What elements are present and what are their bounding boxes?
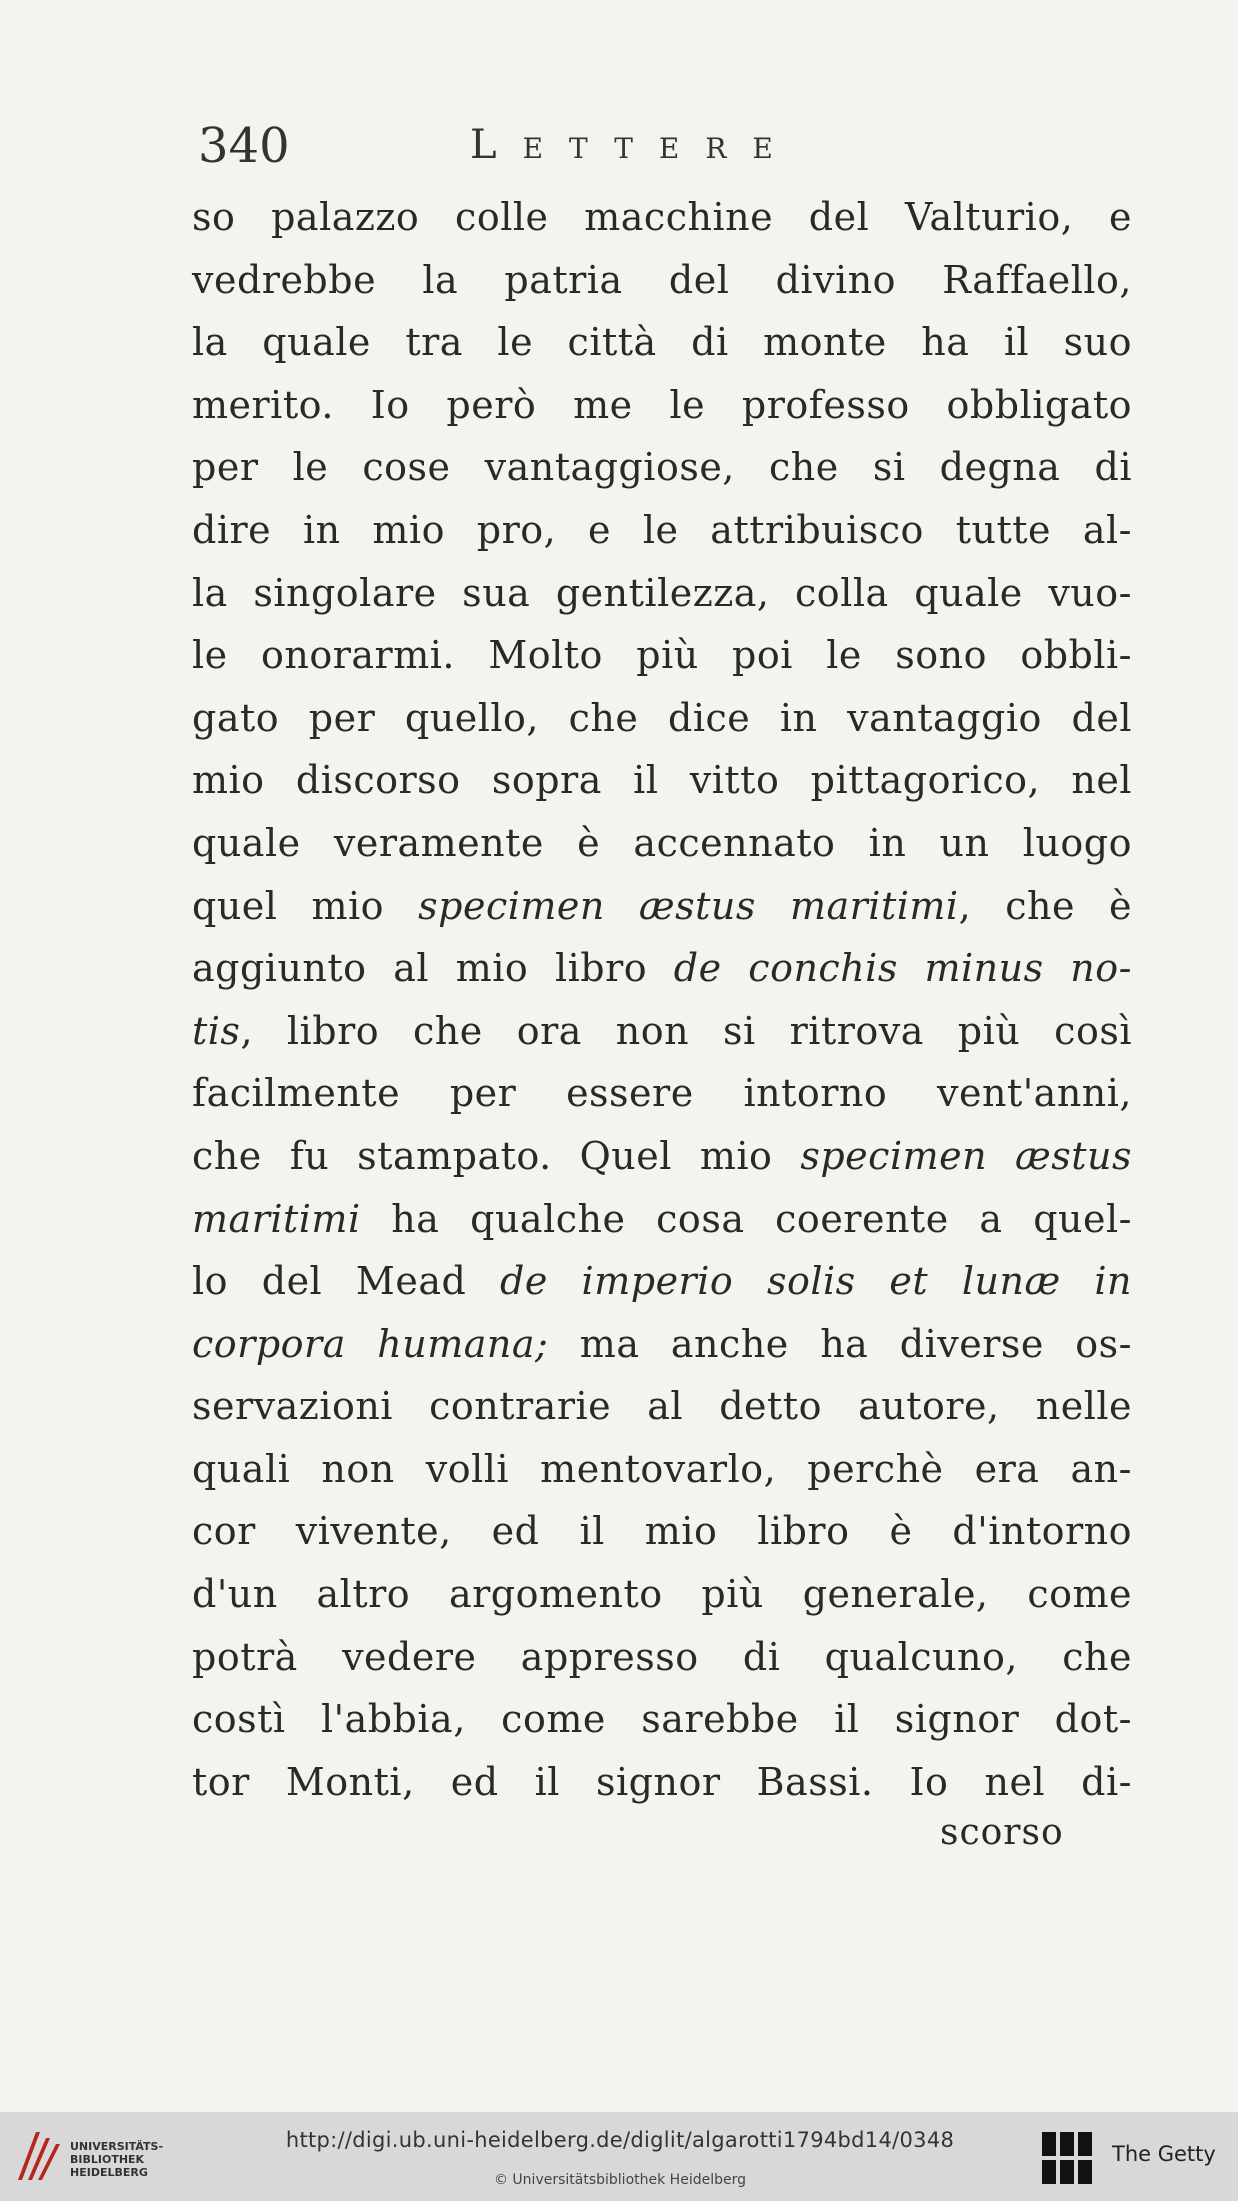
heidelberg-library-logo[interactable]	[14, 2124, 164, 2188]
heidelberg-library-logo-icon	[14, 2128, 64, 2184]
text-segment: quale veramente è accennato in un luogo	[192, 820, 1132, 865]
italic-phrase: de imperio solis et lunæ in	[500, 1259, 1133, 1304]
text-segment: lo del Mead	[192, 1259, 501, 1304]
text-line	[192, 1751, 1132, 1814]
text-line	[192, 1188, 1132, 1251]
catchword: scorso	[940, 1812, 1064, 1853]
text-line	[192, 562, 1132, 625]
text-segment: che fu stampato. Quel mio	[192, 1133, 801, 1178]
italic-phrase: specimen æstus	[800, 1133, 1132, 1178]
text-segment: d'un altro argomento più generale, come	[192, 1572, 1132, 1617]
text-segment: quel mio	[192, 883, 419, 928]
text-line	[192, 1626, 1132, 1689]
text-segment: per le cose vantaggiose, che si degna di	[192, 445, 1132, 490]
text-line	[192, 1000, 1132, 1063]
text-segment: mio discorso sopra il vitto pittagorico, nel	[192, 758, 1132, 803]
body-text	[192, 186, 1132, 1813]
text-line	[192, 249, 1132, 312]
page-number: 340	[198, 118, 290, 174]
text-line	[192, 1125, 1132, 1188]
text-segment: gato per quello, che dice in vantaggio del	[192, 695, 1132, 740]
text-segment: costì l'abbia, come sarebbe il signor dot-	[192, 1697, 1132, 1742]
text-segment: so palazzo colle macchine del Valturio, e	[192, 195, 1132, 239]
getty-logo-icon[interactable]	[1040, 2130, 1094, 2186]
text-line	[192, 749, 1132, 812]
text-segment: potrà vedere appresso di qualcuno, che	[192, 1634, 1132, 1679]
footer-bar	[0, 2112, 1238, 2201]
text-segment: tor Monti, ed il signor Bassi. Io nel di-	[192, 1759, 1132, 1804]
italic-phrase: maritimi	[192, 1196, 361, 1241]
library-name: UNIVERSITÄTS- BIBLIOTHEK HEIDELBERG	[70, 2140, 164, 2179]
text-segment: ma anche ha diverse os-	[548, 1321, 1132, 1366]
italic-phrase: corpora humana;	[192, 1321, 549, 1366]
text-segment: merito. Io però me le professo obbligato	[192, 382, 1132, 427]
text-line	[192, 436, 1132, 499]
text-line	[192, 186, 1132, 249]
text-segment: , libro che ora non si ritrova più così	[240, 1008, 1132, 1053]
text-line	[192, 1500, 1132, 1563]
source-url-link[interactable]: http://digi.ub.uni-heidelberg.de/diglit/algarotti1794bd14/0348	[285, 2128, 955, 2152]
text-segment: vedrebbe la patria del divino Raffaello,	[192, 257, 1132, 302]
text-segment: ha qualche cosa coerente a quel-	[360, 1196, 1132, 1241]
text-line	[192, 374, 1132, 437]
text-line	[192, 812, 1132, 875]
text-line	[192, 687, 1132, 750]
text-line	[192, 875, 1132, 938]
text-segment: facilmente per essere intorno vent'anni,	[192, 1071, 1132, 1116]
text-line	[192, 1438, 1132, 1501]
italic-phrase: specimen æstus maritimi	[418, 883, 959, 928]
text-line	[192, 1313, 1132, 1376]
text-line	[192, 1688, 1132, 1751]
text-segment: quali non volli mentovarlo, perchè era an-	[192, 1446, 1132, 1491]
text-segment: la quale tra le città di monte ha il suo	[192, 320, 1132, 365]
text-line	[192, 1563, 1132, 1626]
text-segment: , che è	[958, 883, 1132, 928]
italic-phrase: tis	[192, 1008, 241, 1053]
text-segment: aggiunto al mio libro	[192, 946, 674, 991]
text-segment: le onorarmi. Molto più poi le sono obbli-	[192, 633, 1132, 678]
copyright-notice: © Universitätsbibliothek Heidelberg	[493, 2172, 746, 2188]
text-segment: servazioni contrarie al detto autore, nelle	[192, 1384, 1132, 1429]
text-segment: cor vivente, ed il mio libro è d'intorno	[192, 1509, 1132, 1554]
text-segment: dire in mio pro, e le attribuisco tutte al-	[192, 507, 1132, 552]
text-line	[192, 1375, 1132, 1438]
text-line	[192, 311, 1132, 374]
text-segment: la singolare sua gentilezza, colla quale vuo-	[192, 570, 1132, 615]
italic-phrase: de conchis minus no-	[673, 946, 1132, 991]
text-line	[192, 937, 1132, 1000]
text-line	[192, 1062, 1132, 1125]
text-line	[192, 1250, 1132, 1313]
text-line	[192, 499, 1132, 562]
running-title: Lettere	[470, 122, 799, 168]
text-line	[192, 624, 1132, 687]
getty-name: The Getty	[1112, 2142, 1216, 2166]
running-head	[198, 118, 918, 178]
